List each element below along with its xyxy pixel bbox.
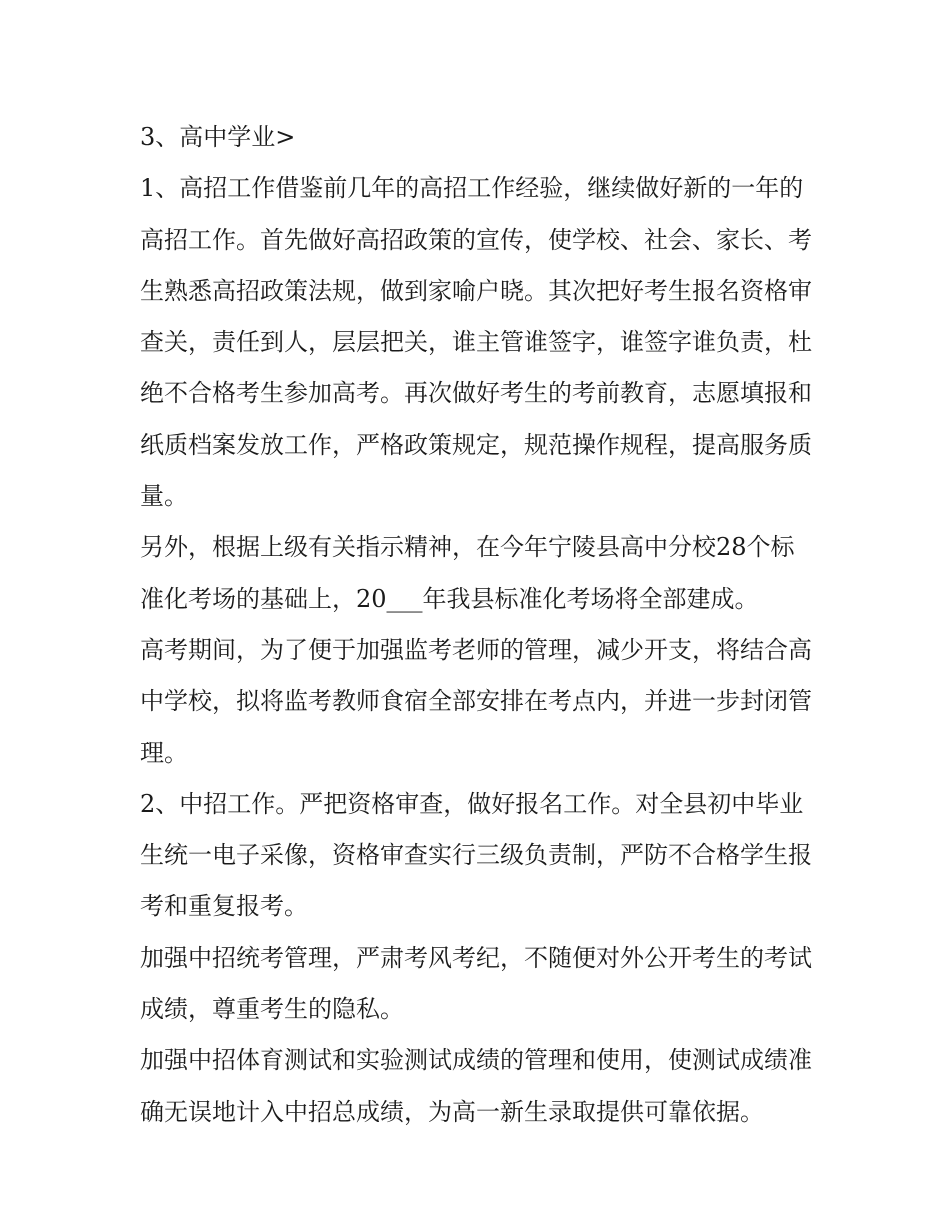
paragraph-exam-period-management: 高考期间，为了便于加强监考老师的管理，减少开支，将结合高中学校，拟将监考教师食宿全部安排在考点内，并进一步封闭管理。 (140, 635, 812, 767)
document-body (140, 112, 815, 1138)
paragraph-zhongzhao-work: 2、中招工作。严把资格审查，做好报名工作。对全县初中毕业生统一电子采像，资格审查实行三级负责制，严防不合格学生报考和重复报考。 (140, 789, 812, 921)
paragraph-gaozhao-work: 1、高招工作借鉴前几年的高招工作经验，继续做好新的一年的高招工作。首先做好高招政策的宣传，使学校、社会、家长、考生熟悉高招政策法规，做到家喻户晓。其次把好考生报名资格审查关，责任到人，层层把关，谁主管谁签字，谁签字谁负责，杜绝不合格考生参加高考。再次做好考生的考前教育，志愿填报和纸质档案发放工作，严格政策规定，规范操作规程，提高服务质量。 (140, 174, 812, 511)
paragraph-pe-lab-tests: 加强中招体育测试和实验测试成绩的管理和使用，使测试成绩准确无误地计入中招总成绩，为高一新生录取提供可靠依据。 (140, 1046, 812, 1126)
paragraph-standardized-exam-rooms: 另外，根据上级有关指示精神，在今年宁陵县高中分校28个标准化考场的基础上，20___年我县标准化考场将全部建成。 (140, 533, 795, 613)
section-heading: 3、高中学业> (140, 123, 296, 151)
paragraph-exam-discipline: 加强中招统考管理，严肃考风考纪，不随便对外公开考生的考试成绩，尊重考生的隐私。 (140, 943, 812, 1024)
